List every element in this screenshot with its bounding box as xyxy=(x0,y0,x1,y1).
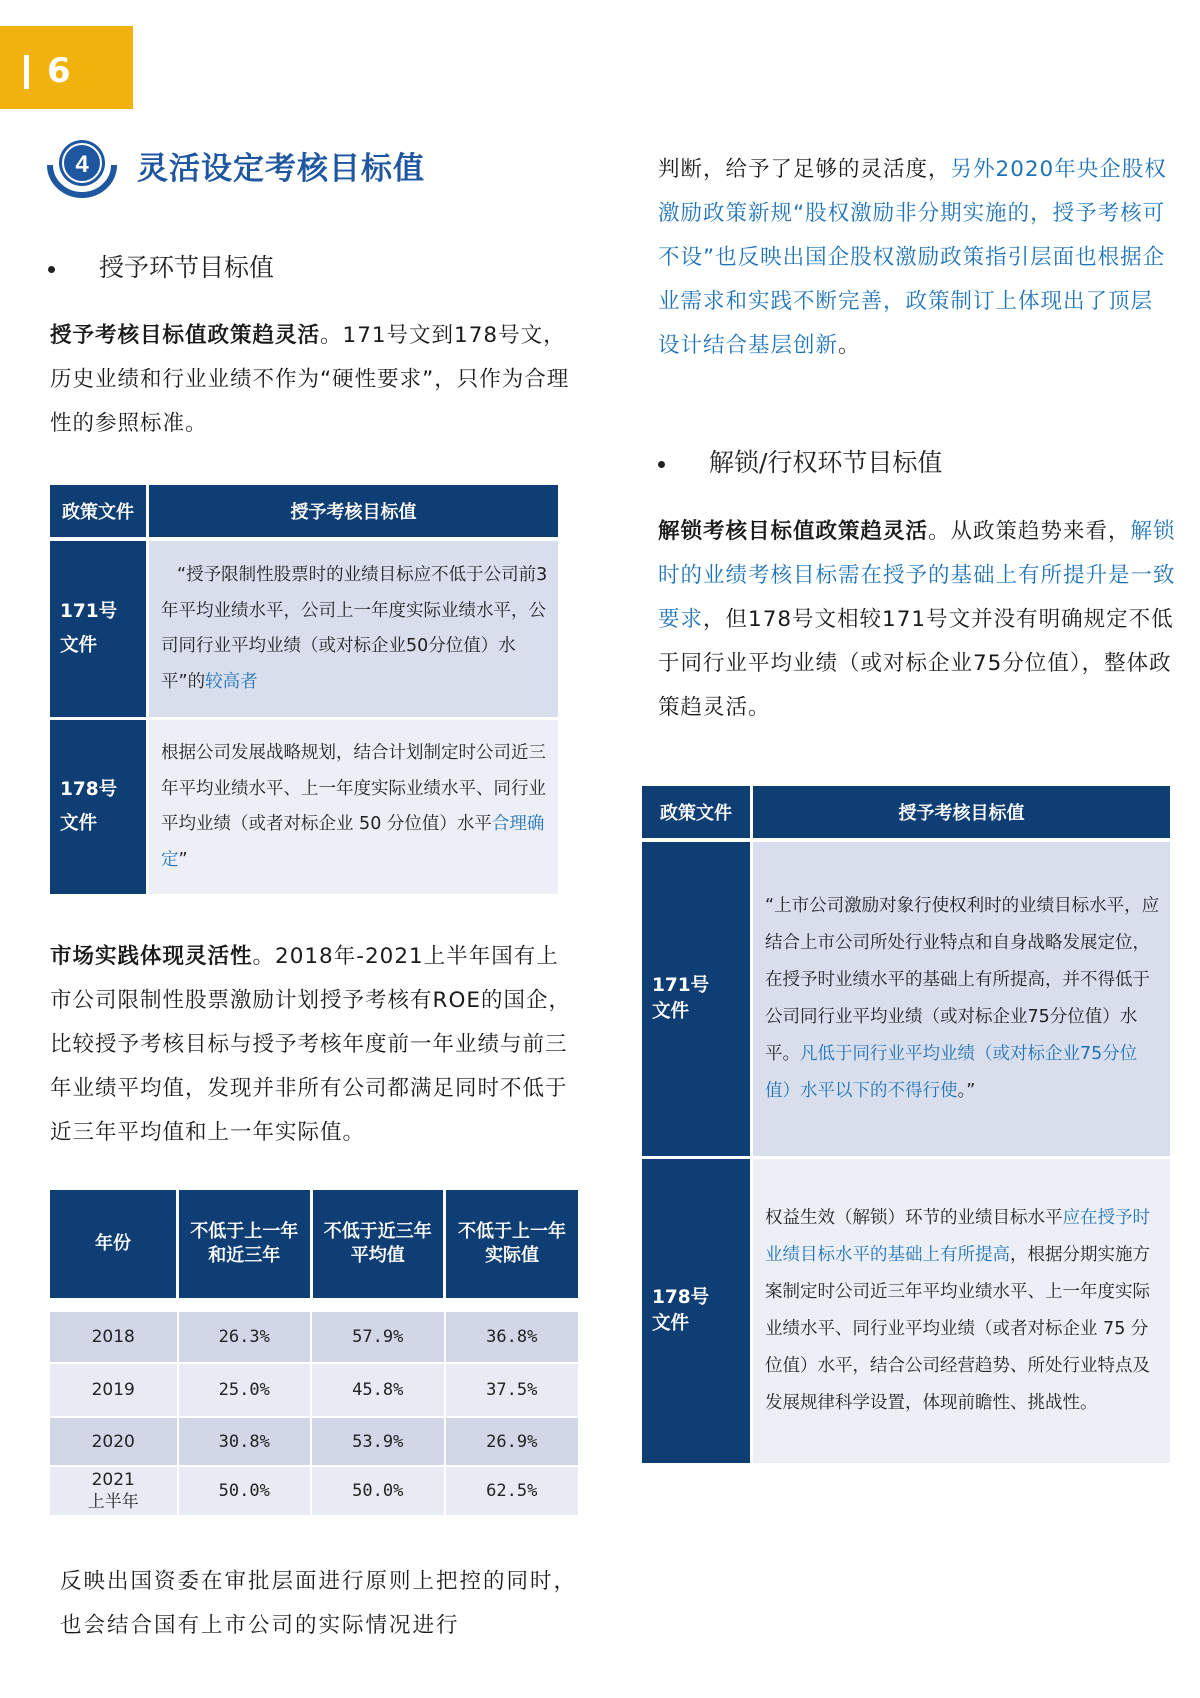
table-cell: 50.0% xyxy=(311,1466,445,1515)
table-row xyxy=(50,1417,578,1466)
row-text: “授予限制性股票时的业绩目标应不低于公司前3年平均业绩水平，公司上一年度实际业绩水平，公司同行业平均业绩（或对标企业50分位值）水平”的较高者 xyxy=(149,541,558,720)
row-text: 根据公司发展战略规划，结合计划制定时公司近三年平均业绩水平、上一年度实际业绩水平、同行业平均业绩（或者对标企业 50 分位值）水平合理确定” xyxy=(149,720,558,897)
tab-divider xyxy=(24,55,29,89)
table-row xyxy=(642,1159,1170,1466)
table-header: 授予考核目标值 xyxy=(149,485,558,541)
paragraph-flexibility: 判断，给予了足够的灵活度，另外2020年央企股权激励政策新规“股权激励非分期实施的，授予考核可不设”也反映出国企股权激励政策指引层面也根据企业需求和实践不断完善，政策制订上体现出了顶层设计结合基层创新。 xyxy=(658,157,1167,358)
paragraph-grant-policy: 授予考核目标值政策趋灵活。171号文到178号文，历史业绩和行业业绩不作为“硬性要求”，只作为合理性的参照标准。 xyxy=(50,323,570,436)
table-header: 年份 xyxy=(50,1190,178,1298)
table-cell: 26.3% xyxy=(178,1311,312,1363)
table-cell: 30.8% xyxy=(178,1417,312,1466)
table-header: 政策文件 xyxy=(642,786,753,842)
table-header: 不低于上一年实际值 xyxy=(445,1190,579,1298)
section-number-icon xyxy=(46,135,118,199)
bullet-heading-unlock: 解锁/行权环节目标值 xyxy=(658,443,942,479)
row-label: 171号 文件 xyxy=(642,842,753,1159)
table-cell: 2020 xyxy=(50,1417,178,1466)
table-row xyxy=(50,541,558,720)
bullet-dot xyxy=(48,266,55,273)
table-cell: 45.8% xyxy=(311,1363,445,1417)
page-number-tab xyxy=(0,26,133,109)
paragraph-market-practice: 市场实践体现灵活性。2018年-2021上半年国有上市公司限制性股票激励计划授予考核有ROE的国企，比较授予考核目标与授予考核年度前一年业绩与前三年业绩平均值，发现并非所有公司都满足同时不低于近三年平均值和上一年实际值。 xyxy=(50,944,571,1145)
table-cell: 62.5% xyxy=(445,1466,579,1515)
table-row xyxy=(50,720,558,897)
table-cell: 2021 上半年 xyxy=(50,1466,178,1515)
page-number: 6 xyxy=(47,51,71,91)
table-header: 不低于近三年平均值 xyxy=(311,1190,445,1298)
table-cell: 36.8% xyxy=(445,1311,579,1363)
row-label: 178号 文件 xyxy=(50,720,149,897)
section-title: 灵活设定考核目标值 xyxy=(137,151,425,187)
paragraph-unlock-policy: 解锁考核目标值政策趋灵活。从政策趋势来看，解锁时的业绩考核目标需在授予的基础上有所提升是一致要求，但178号文相较171号文并没有明确规定不低于同行业平均业绩（或对标企业75分位值），整体政策趋灵活。 xyxy=(658,519,1176,720)
table-row xyxy=(642,842,1170,1159)
grant-policy-table xyxy=(50,485,558,897)
row-text: “上市公司激励对象行使权利时的业绩目标水平，应结合上市公司所处行业特点和自身战略发展定位，在授予时业绩水平的基础上有所提高，并不得低于公司同行业平均业绩（或对标企业75分位值）水平。凡低于同行业平均业绩（或对标企业75分位值）水平以下的不得行使。” xyxy=(753,842,1170,1159)
row-label: 171号 文件 xyxy=(50,541,149,720)
table-cell: 25.0% xyxy=(178,1363,312,1417)
section-number: 4 xyxy=(75,151,89,178)
table-cell: 37.5% xyxy=(445,1363,579,1417)
row-text: 权益生效（解锁）环节的业绩目标水平应在授予时业绩目标水平的基础上有所提高，根据分期实施方案制定时公司近三年平均业绩水平、上一年度实际业绩水平、同行业平均业绩（或者对标企业 75 分位值）水平，结合公司经营趋势、所处行业特点及发展规律科学设置，体现前瞻性、挑战性。 xyxy=(753,1159,1170,1466)
table-header: 不低于上一年和近三年 xyxy=(178,1190,312,1298)
bullet-dot xyxy=(658,461,665,468)
table-cell: 2019 xyxy=(50,1363,178,1417)
bullet-heading-grant: 授予环节目标值 xyxy=(48,248,274,284)
table-header: 政策文件 xyxy=(50,485,149,541)
paragraph-conclusion: 反映出国资委在审批层面进行原则上把控的同时，也会结合国有上市公司的实际情况进行 xyxy=(60,1569,578,1638)
table-cell: 2018 xyxy=(50,1311,178,1363)
table-cell: 53.9% xyxy=(311,1417,445,1466)
table-row xyxy=(50,1311,578,1363)
table-cell: 57.9% xyxy=(311,1311,445,1363)
table-header: 授予考核目标值 xyxy=(753,786,1170,842)
unlock-policy-table xyxy=(642,786,1170,1466)
grant-statistics-table xyxy=(50,1190,578,1515)
table-row xyxy=(50,1466,578,1515)
row-label: 178号 文件 xyxy=(642,1159,753,1466)
table-cell: 26.9% xyxy=(445,1417,579,1466)
table-cell: 50.0% xyxy=(178,1466,312,1515)
table-row xyxy=(50,1363,578,1417)
